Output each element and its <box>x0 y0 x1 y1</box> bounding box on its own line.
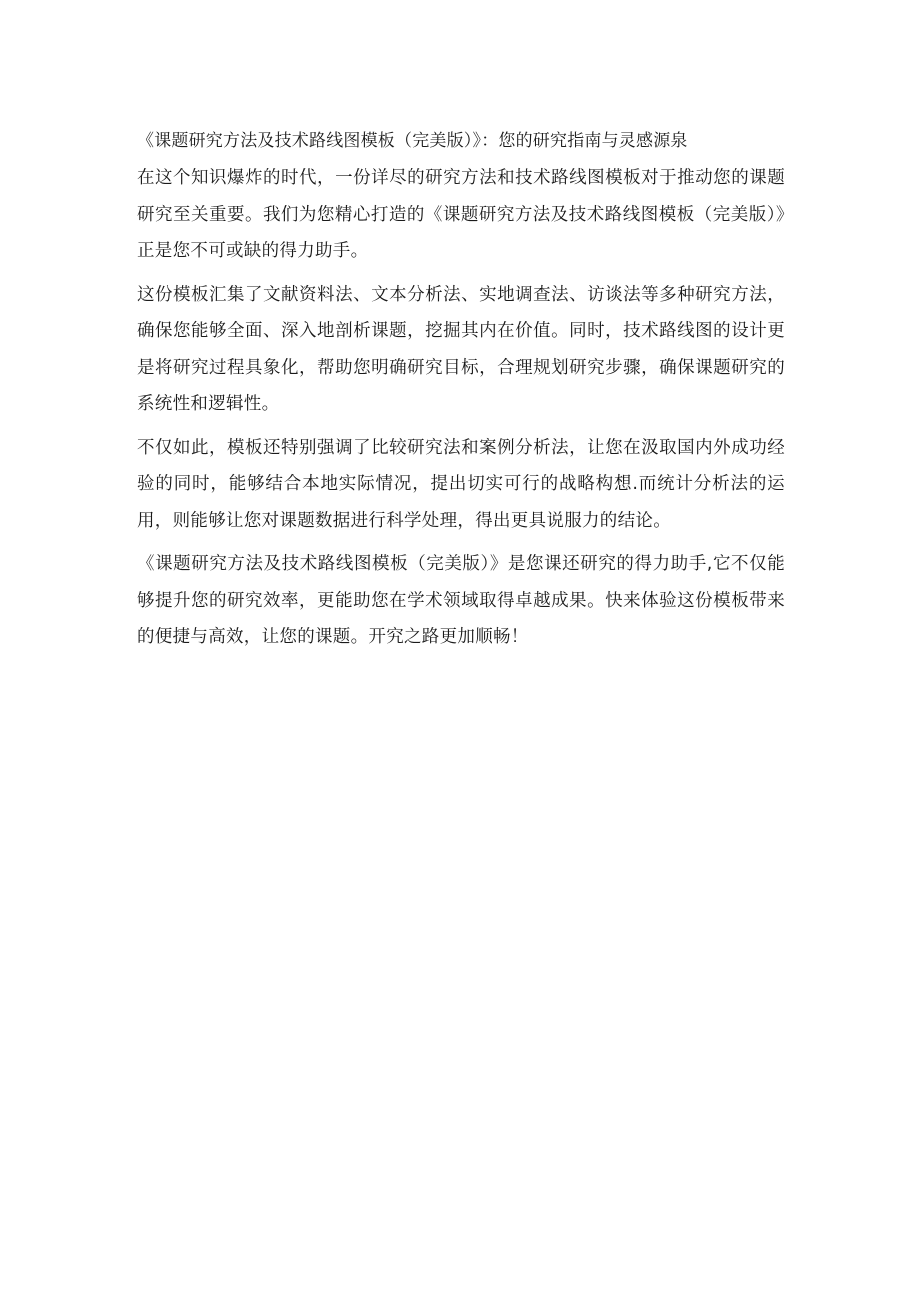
paragraph-methods: 这份模板汇集了文献资料法、文本分析法、实地调查法、访谈法等多种研究方法，确保您能够全面、深入地剖析课题，挖掘其内在价值。同时，技术路线图的设计更是将研究过程具象化，帮助您明确研究目标，合理规划研究步骤，确保课题研究的系统性和逻辑性。 <box>137 284 785 414</box>
paragraph-intro: 在这个知识爆炸的时代，一份详尽的研究方法和技术路线图模板对于推动您的课题研究至关重要。我们为您精心打造的《课题研究方法及技术路线图模板（完美版）》正是您不可或缺的得力助手。 <box>137 168 785 261</box>
document-body <box>137 126 785 656</box>
paragraph-conclusion: 《课题研究方法及技术路线图模板（完美版）》是您课还研究的得力助手,它不仅能够提升您的研究效率，更能助您在学术领域取得卓越成果。快来体验这份模板带来的便捷与高效，让您的课题。开究之路更加顺畅！ <box>137 554 785 647</box>
paragraph-comparison: 不仅如此，模板还特别强调了比较研究法和案例分析法，让您在汲取国内外成功经验的同时，能够结合本地实际情况，提出切实可行的战略构想.而统计分析法的运用，则能够让您对课题数据进行科学处理，得出更具说服力的结论。 <box>137 437 785 531</box>
document-title: 《课题研究方法及技术路线图模板（完美版）》：您的研究指南与灵感源泉 <box>137 131 688 151</box>
